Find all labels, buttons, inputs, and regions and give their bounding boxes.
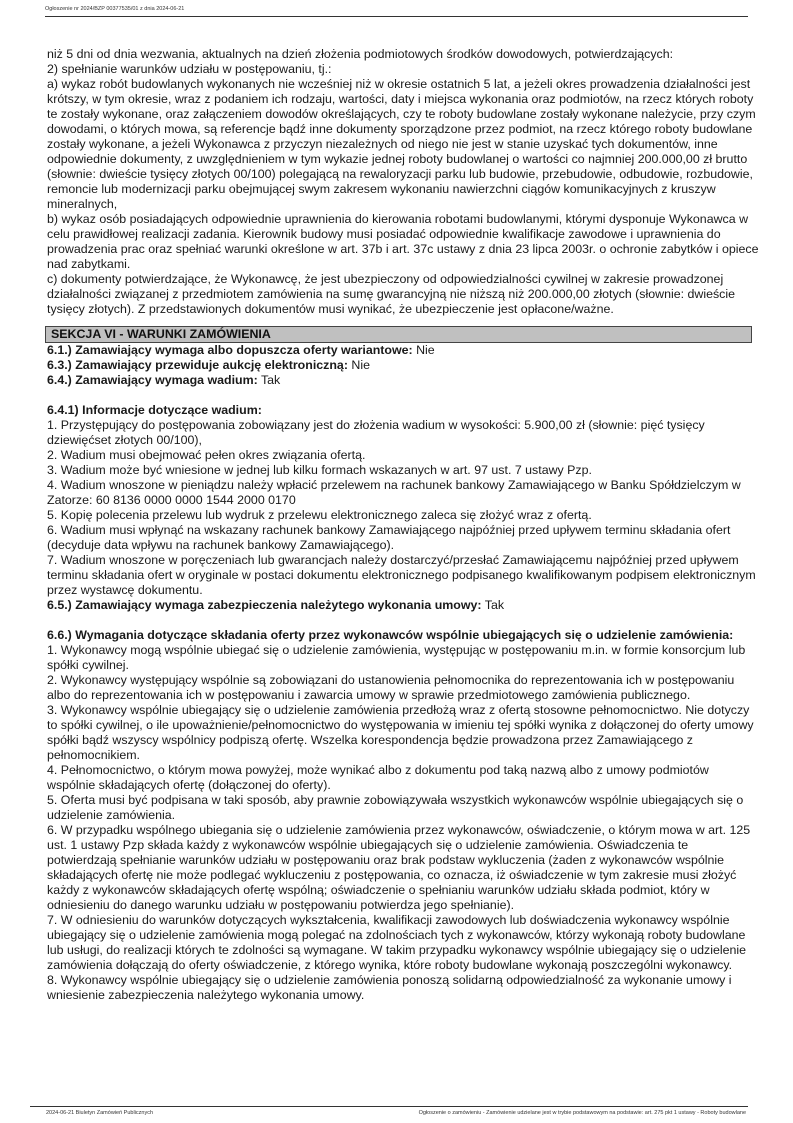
section-header — [45, 326, 752, 343]
list-item: 3. Wadium może być wniesione w jednej lub kilku formach wskazanych w art. 97 ust. 7 ustawy Pzp. — [47, 463, 592, 477]
question-label: 6.4.) Zamawiający wymaga wadium: — [47, 373, 258, 387]
question-label: 6.5.) Zamawiający wymaga zabezpieczenia należytego wykonania umowy: — [47, 598, 482, 612]
page-header — [45, 5, 748, 17]
document-body — [47, 47, 759, 1003]
question-6-6 — [47, 628, 759, 1003]
intro-line: 2) spełnianie warunków udziału w postępowaniu, tj.: — [47, 62, 332, 76]
list-item: 1. Wykonawcy mogą wspólnie ubiegać się o udzielenie zamówienia, występując w postępowaniu m.in. w formie konsorcjum lub spółki cywilnej. — [47, 643, 746, 672]
question-6-4-1 — [47, 403, 759, 598]
list-item: 6. W przypadku wspólnego ubiegania się o udzielenie zamówienia przez wykonawców, oświadczenie, o którym mowa w art. 125 ust. 1 ustawy Pzp składa każdy z wykonawców wspólnie ubiegających się o udzielenie zamówienia. Oświadczenia te potwierdzają spełnianie warunków udziału w postępowaniu oraz brak podstaw wykluczenia (żaden z wykonawców wspólnie składających ofertę nie może podlegać wykluczeniu z postępowania, co oznacza, iż oświadczenie w tym zakresie musi złożyć każdy z wykonawców składających ofertę wspólną; oświadczenie o spełnianiu warunków udziału składa podmiot, który w odniesieniu do danego warunku udziału w postępowaniu potwierdza jego spełnianie). — [47, 823, 751, 912]
intro-line: niż 5 dni od dnia wezwania, aktualnych na dzień złożenia podmiotowych środków dowodowych, potwierdzających: — [47, 47, 674, 61]
list-item: 2. Wadium musi obejmować pełen okres związania ofertą. — [47, 448, 366, 462]
question-6-5 — [47, 598, 759, 613]
list-item: 7. W odniesieniu do warunków dotyczących wykształcenia, kwalifikacji zawodowych lub doświadczenia wykonawcy wspólnie ubiegający się o udzielenie zamówienia mogą polegać na zdolnościach tych z wykonawców, którzy wykonają roboty budowlane lub usługi, do realizacji których te zdolności są wymagane. W takim przypadku wykonawcy wspólnie ubiegający się o udzielenie zamówienia dołączają do oferty oświadczenie, z którego wynika, które roboty budowlane wykonają poszczególni wykonawcy. — [47, 913, 747, 972]
question-6-4 — [47, 373, 759, 388]
question-value: Tak — [257, 373, 281, 387]
question-value: Nie — [347, 358, 370, 372]
list-item: 3. Wykonawcy wspólnie ubiegający się o udzielenie zamówienia przedłożą wraz z ofertą stosowne pełnomocnictwo. Nie dotyczy to spółki cywilnej, o ile upoważnienie/pełnomocnictwo do występowania w imieniu tej spółki wynika z dołączonej do oferty umowy spółki bądź wszyscy wspólnicy podpiszą ofertę. Wszelka korespondencja będzie prowadzona przez Zamawiającego z pełnomocnikiem. — [47, 703, 754, 762]
intro-line: b) wykaz osób posiadających odpowiednie uprawnienia do kierowania robotami budowlanymi, którymi dysponuje Wykonawca w celu prawidłowej realizacji zadania. Kierownik budowy musi posiadać odpowiednie kwalifikacje zawodowe i uprawnienia do prowadzenia prac oraz spełniać warunki określone w art. 37b i art. 37c ustawy z dnia 23 lipca 2003r. o ochronie zabytków i opiece nad zabytkami. — [47, 212, 759, 271]
section-title: SEKCJA VI - WARUNKI ZAMÓWIENIA — [51, 327, 271, 341]
list-item: 6. Wadium musi wpłynąć na wskazany rachunek bankowy Zamawiającego najpóźniej przed upływem terminu składania ofert (decyduje data wpływu na rachunek bankowy Zamawiającego). — [47, 523, 731, 552]
list-item: 8. Wykonawcy wspólnie ubiegający się o udzielenie zamówienia ponoszą solidarną odpowiedzialność za wykonanie umowy i wniesienie zabezpieczenia należytego wykonania umowy. — [47, 973, 732, 1002]
announcement-number: Ogłoszenie nr 2024/BZP 00377535/01 z dnia 2024-06-21 — [45, 6, 185, 12]
footer-right: Ogłoszenie o zamówieniu - Zamówienie udzielane jest w trybie podstawowym na podstawie: art. 275 pkt 1 ustawy - Roboty budowlane — [418, 1110, 746, 1116]
question-label: 6.3.) Zamawiający przewiduje aukcję elektroniczną: — [47, 358, 348, 372]
question-6-3 — [47, 358, 759, 373]
page-footer — [30, 1106, 748, 1116]
list-item: 1. Przystępujący do postępowania zobowiązany jest do złożenia wadium w wysokości: 5.900,00 zł (słownie: pięć tysięcy dziewięćset złotych 00/100), — [47, 418, 705, 447]
question-value: Tak — [481, 598, 505, 612]
intro-line: a) wykaz robót budowlanych wykonanych nie wcześniej niż w okresie ostatnich 5 lat, a jeżeli okres prowadzenia działalności jest krótszy, w tym okresie, wraz z podaniem ich rodzaju, wartości, daty i miejsca wykonania oraz podmiotów, na rzecz których roboty te zostały wykonane, oraz załączeniem dowodów określających, czy te roboty budowlane zostały wykonane należycie, przy czym dowodami, o których mowa, są referencje bądź inne dokumenty sporządzone przez podmiot, na rzecz którego roboty budowlane zostały wykonane, a jeżeli Wykonawca z przyczyn niezależnych od niego nie jest w stanie uzyskać tych dokumentów, inne odpowiednie dokumenty, z uwzględnieniem w tym wykazie jednej roboty budowlanej o wartości co najmniej 200.000,00 zł brutto (słownie: dwieście tysięcy złotych 00/100) polegającą na rewaloryzacji parku lub budowie, przebudowie, odbudowie, rozbudowie, remoncie lub modernizacji parku obejmującej swym zakresem wykonaniu nawierzchni ciągów komunikacyjnych z kruszyw mineralnych, — [47, 77, 756, 211]
list-item: 2. Wykonawcy występujący wspólnie są zobowiązani do ustanowienia pełnomocnika do reprezentowania ich w postępowaniu albo do reprezentowania ich w postępowaniu i zawarcia umowy w sprawie przedmiotowego zamówienia publicznego. — [47, 673, 735, 702]
list-item: 5. Oferta musi być podpisana w taki sposób, aby prawnie zobowiązywała wszystkich wykonawców wspólnie ubiegających się o udzielenie zamówienia. — [47, 793, 744, 822]
list-item: 4. Pełnomocnictwo, o którym mowa powyżej, może wynikać albo z dokumentu pod taką nazwą albo z umowy podmiotów wspólnie składających ofertę (dołączonej do oferty). — [47, 763, 709, 792]
footer-left: 2024-06-21 Biuletyn Zamówień Publicznych — [46, 1110, 154, 1116]
list-item: 4. Wadium wnoszone w pieniądzu należy wpłacić przelewem na rachunek bankowy Zamawiającego w Banku Spółdzielczym w Zatorze: 60 8136 0000 0000 1544 2000 0170 — [47, 478, 741, 507]
question-label: 6.1.) Zamawiający wymaga albo dopuszcza oferty wariantowe: — [47, 343, 413, 357]
list-item: 7. Wadium wnoszone w poręczeniach lub gwarancjach należy dostarczyć/przesłać Zamawiającemu najpóźniej przed upływem terminu składania ofert w oryginale w postaci dokumentu elektronicznego podpisanego kwalifikowanym podpisem elektronicznym przez wystawcę dokumentu. — [47, 553, 756, 597]
question-label: 6.6.) Wymagania dotyczące składania oferty przez wykonawców wspólnie ubiegających się o udzielenie zamówienia: — [47, 628, 734, 642]
question-6-1 — [47, 343, 759, 358]
intro-line: c) dokumenty potwierdzające, że Wykonawcę, że jest ubezpieczony od odpowiedzialności cywilnej w zakresie prowadzonej działalności związanej z przedmiotem zamówienia na sumę gwarancyjną nie niższą niż 200.000,00 złotych (słownie: dwieście tysięcy złotych). Z przedstawionych dokumentów musi wynikać, że ubezpieczenie jest opłacone/ważne. — [47, 272, 736, 316]
question-value: Nie — [412, 343, 435, 357]
question-label: 6.4.1) Informacje dotyczące wadium: — [47, 403, 262, 417]
list-item: 5. Kopię polecenia przelewu lub wydruk z przelewu elektronicznego zaleca się złożyć wraz z ofertą. — [47, 508, 592, 522]
